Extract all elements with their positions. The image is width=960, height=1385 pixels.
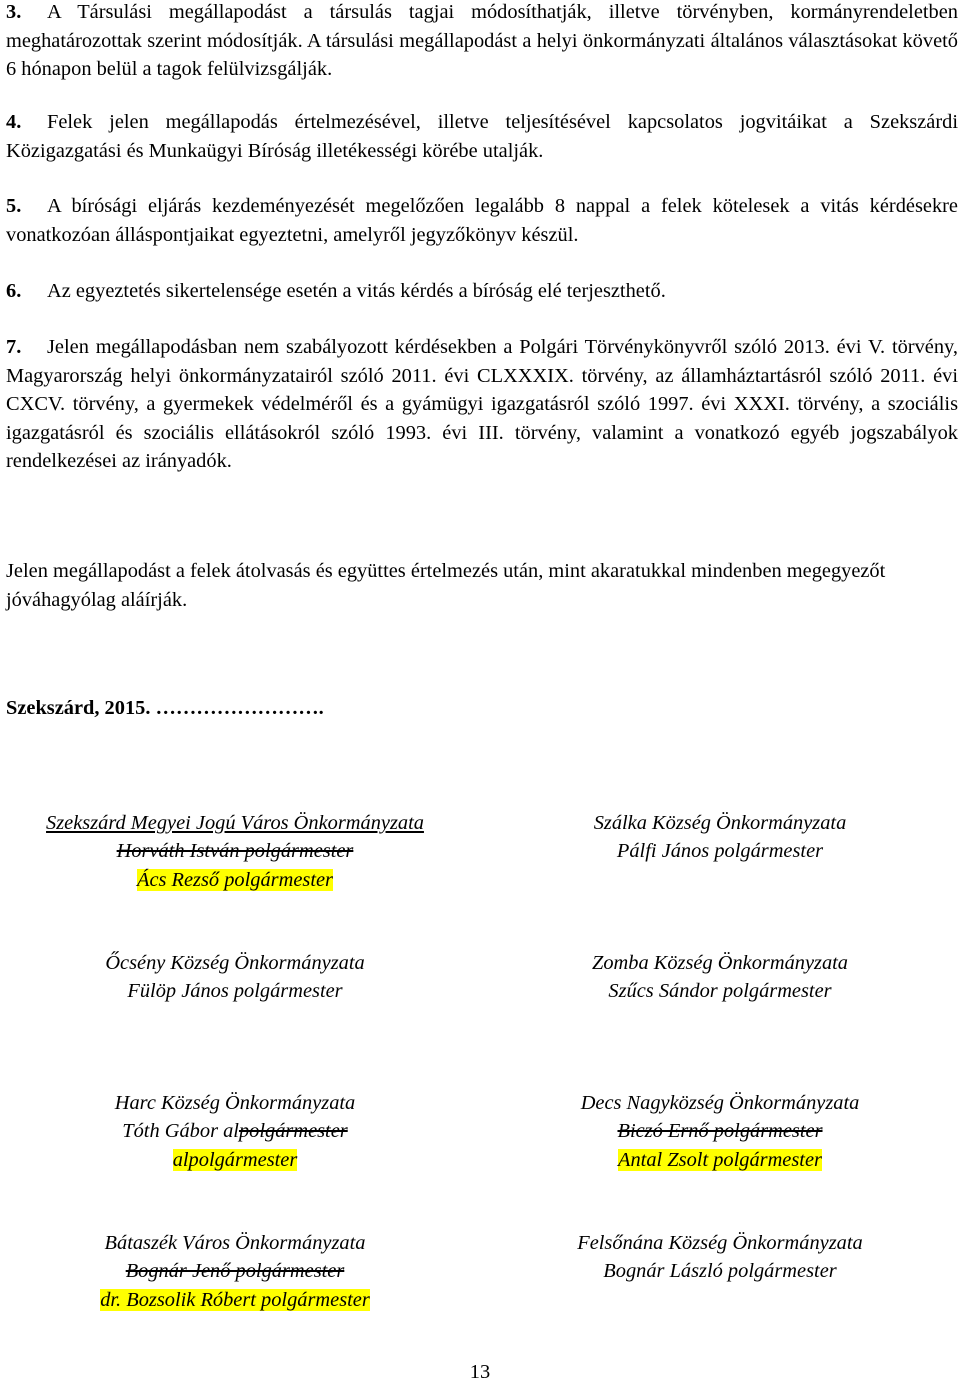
signature-block-ocseny bbox=[0, 949, 475, 1006]
page-number: 13 bbox=[469, 1361, 491, 1383]
paragraph-4 bbox=[6, 108, 958, 165]
signature-name: Szűcs Sándor polgármester bbox=[608, 980, 832, 1003]
paragraph-text: Jelen megállapodásban nem szabályozott kérdésekben a Polgári Törvénykönyvről szóló 2013. évi V. törvény, Magyarország helyi önkormányzatairól szóló 2011. évi CLXXXIX. törvény, az államháztartásról szóló 2011. évi CXCV. törvény, a gyermekek védelméről és a gyámügyi igazgatásról szóló 1997. évi XXXI. törvény, a szociális igazgatásról és szociális ellátásokról szóló 1993. évi III. törvény, valamint a vonatkozó egyéb jogszabályok rendelkezései az irányadók. bbox=[6, 336, 958, 473]
paragraph-text: A Társulási megállapodást a társulás tagjai módosíthatják, illetve törvényben, kormányrendeletben meghatározottak szerint módosítják. A társulási megállapodást a helyi önkormányzati általános választásokat követő 6 hónapon belül a tagok felülvizsgálják. bbox=[6, 1, 958, 81]
signature-org: Harc Község Önkormányzata bbox=[114, 1092, 356, 1114]
signature-name: Fülöp János polgármester bbox=[127, 980, 343, 1003]
signature-new-name: Antal Zsolt polgármester bbox=[618, 1148, 822, 1171]
signature-struck-name: Horváth István polgármester bbox=[116, 840, 354, 863]
signature-name: Pálfi János polgármester bbox=[616, 840, 824, 863]
paragraph-7 bbox=[6, 333, 958, 476]
signature-struck-name: Bognár Jenő polgármester bbox=[125, 1260, 345, 1283]
paragraph-5 bbox=[6, 192, 958, 249]
signature-org: Bátaszék Város Önkormányzata bbox=[104, 1232, 366, 1254]
paragraph-number: 6. bbox=[6, 280, 22, 302]
signature-block-bataszek bbox=[0, 1229, 475, 1314]
signature-org: Szekszárd Megyei Jogú Város Önkormányzata bbox=[46, 812, 424, 834]
signature-org: Decs Nagyközség Önkormányzata bbox=[580, 1092, 860, 1114]
signature-name: Bognár László polgármester bbox=[603, 1260, 837, 1283]
signature-block-szekszard bbox=[0, 809, 475, 894]
signature-block-felsonana bbox=[480, 1229, 960, 1286]
signature-struck-name: Biczó Ernő polgármester bbox=[617, 1120, 823, 1143]
paragraph-6 bbox=[6, 277, 958, 306]
signature-name-prefix: Tóth Gábor al bbox=[122, 1120, 239, 1143]
paragraph-number: 7. bbox=[6, 336, 22, 358]
paragraph-text: A bírósági eljárás kezdeményezését megelőzően legalább 8 nappal a felek kötelesek a vitás kérdésekre vonatkozóan álláspontjaikat egyeztetni, amelyről jegyzőkönyv készül. bbox=[6, 195, 958, 246]
paragraph-number: 5. bbox=[6, 195, 22, 217]
signature-org: Szálka Község Önkormányzata bbox=[593, 812, 847, 834]
signature-block-zomba bbox=[480, 949, 960, 1006]
signature-new-name: Ács Rezső polgármester bbox=[137, 868, 333, 891]
paragraph-text: Az egyeztetés sikertelensége esetén a vitás kérdés a bíróság elé terjeszthető. bbox=[47, 280, 666, 302]
signature-new-name: dr. Bozsolik Róbert polgármester bbox=[100, 1288, 370, 1311]
place-date: Szekszárd, 2015. ……………………. bbox=[6, 697, 324, 719]
paragraph-number: 4. bbox=[6, 111, 22, 133]
paragraph-number: 3. bbox=[6, 1, 22, 23]
signature-new-name: alpolgármester bbox=[172, 1148, 298, 1171]
signature-block-szalka bbox=[480, 809, 960, 866]
signature-block-harc bbox=[0, 1089, 475, 1174]
closing-statement: Jelen megállapodást a felek átolvasás és együttes értelmezés után, mint akaratukkal mindenben megegyezőt jóváhagyólag aláírják. bbox=[6, 560, 886, 611]
signature-org: Felsőnána Község Önkormányzata bbox=[577, 1232, 863, 1254]
paragraph-text: Felek jelen megállapodás értelmezésével, illetve teljesítésével kapcsolatos jogvitáikat a Szekszárdi Közigazgatási és Munkaügyi Bíróság illetékességi körébe utalják. bbox=[6, 111, 958, 162]
signature-block-decs bbox=[480, 1089, 960, 1174]
signature-org: Zomba Község Önkormányzata bbox=[591, 952, 849, 974]
signature-org: Őcsény Község Önkormányzata bbox=[105, 952, 365, 974]
paragraph-3 bbox=[6, 0, 958, 84]
signature-struck-part: polgármester bbox=[238, 1120, 348, 1143]
